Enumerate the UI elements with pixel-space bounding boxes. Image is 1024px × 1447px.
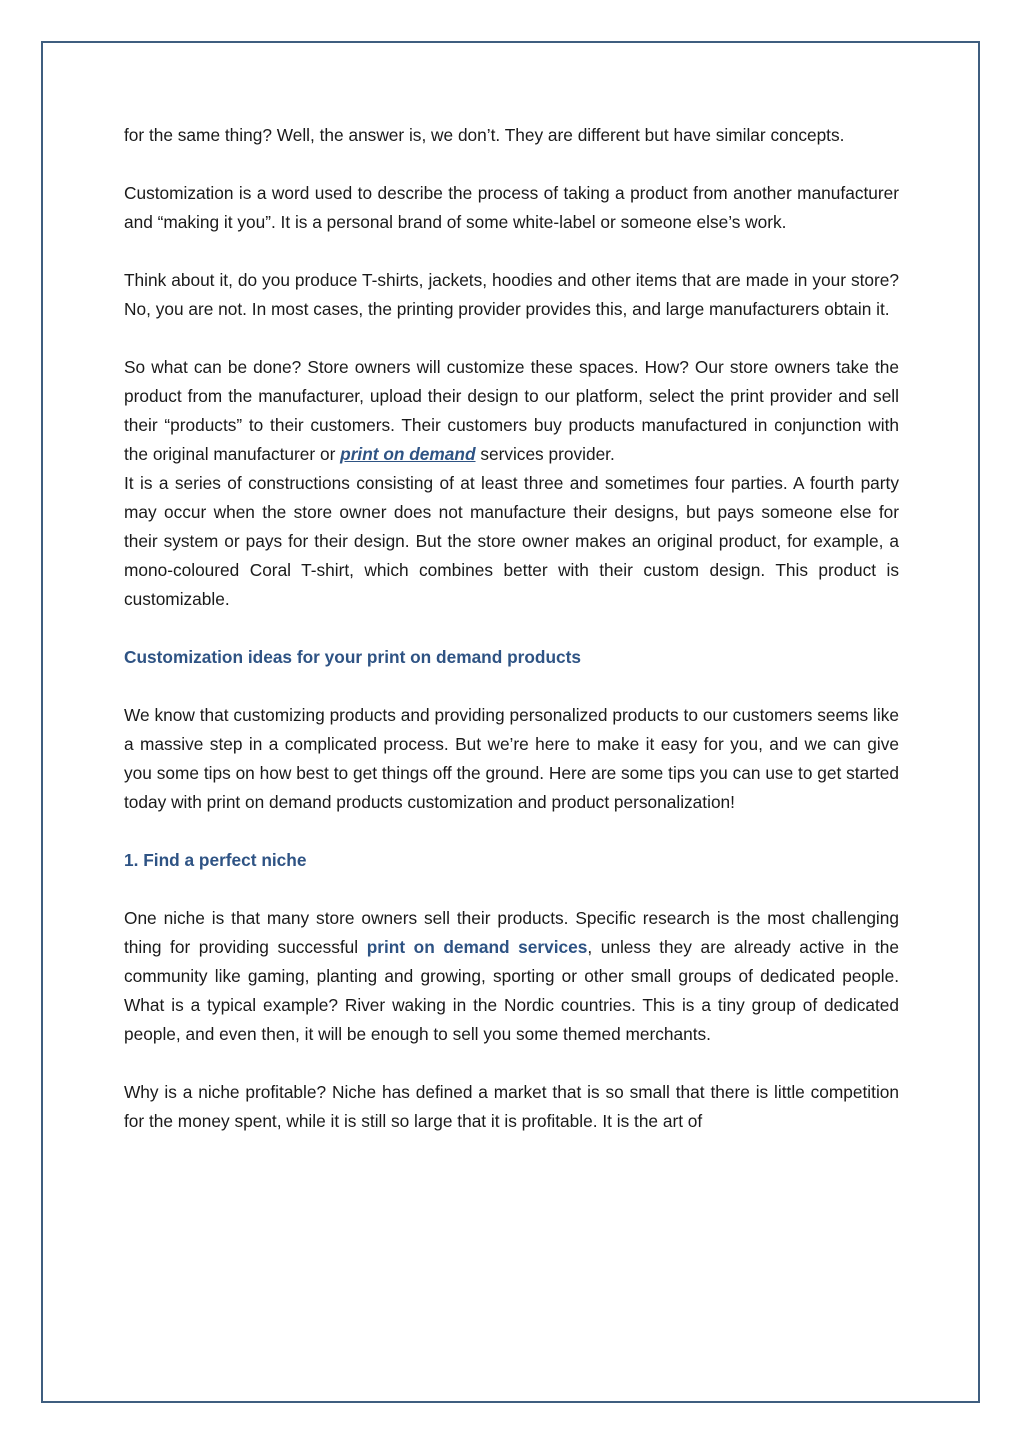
print-on-demand-services-link[interactable]: print on demand services bbox=[366, 937, 588, 957]
paragraph-series-of-constructions: It is a series of constructions consisting of at least three and sometimes four parties. A fourth party may occur when the store owner does not manufacture their designs, but pays someone else for their system or pays for their design. But the store owner makes an original product, for example, a mono-coloured Coral T-shirt, which combines better with their custom design. This product is customizable. bbox=[124, 473, 899, 609]
paragraph-tips-intro: We know that customizing products and providing personalized products to our customers seems like a massive step in a complicated process. But we’re here to make it easy for you, and we can give you some tips on how best to get things off the ground. Here are some tips you can use to get started today with print on demand products customization and product personalization! bbox=[124, 705, 899, 812]
document-body bbox=[124, 121, 899, 1136]
paragraph-text: services provider. bbox=[475, 444, 615, 464]
paragraph-intro: for the same thing? Well, the answer is, we don’t. They are different but have similar concepts. bbox=[124, 125, 845, 145]
paragraph-customization-definition: Customization is a word used to describe the process of taking a product from another manufacturer and “making it you”. It is a personal brand of some white-label or someone else’s work. bbox=[124, 183, 899, 232]
paragraph-text: One niche is that many store owners sell their products. Specific research is the most challenging thing for providing successful bbox=[124, 908, 899, 957]
paragraph-text: , unless they are already active in the community like gaming, planting and growing, sporting or other small groups of dedicated people. What is a typical example? River waking in the Nordic countries. This is a tiny group of dedicated people, and even then, it will be enough to sell you some themed merchants. bbox=[124, 937, 899, 1044]
section-heading-customization-ideas: Customization ideas for your print on demand products bbox=[124, 647, 582, 667]
paragraph-niche bbox=[124, 904, 899, 1049]
paragraph-think-about-it: Think about it, do you produce T-shirts, jackets, hoodies and other items that are made in your store? No, you are not. In most cases, the printing provider provides this, and large manufacturers obtain it. bbox=[124, 270, 899, 319]
section-heading-find-niche: 1. Find a perfect niche bbox=[124, 850, 307, 870]
paragraph-niche-profitable: Why is a niche profitable? Niche has defined a market that is so small that there is little competition for the money spent, while it is still so large that it is profitable. It is the art of bbox=[124, 1082, 899, 1131]
paragraph-text: So what can be done? Store owners will customize these spaces. How? Our store owners take the product from the manufacturer, upload their design to our platform, select the print provider and sell their “products” to their customers. Their customers buy products manufactured in conjunction with the original manufacturer or bbox=[124, 357, 899, 464]
print-on-demand-link[interactable]: print on demand bbox=[340, 444, 476, 464]
paragraph-what-can-be-done bbox=[124, 353, 899, 469]
